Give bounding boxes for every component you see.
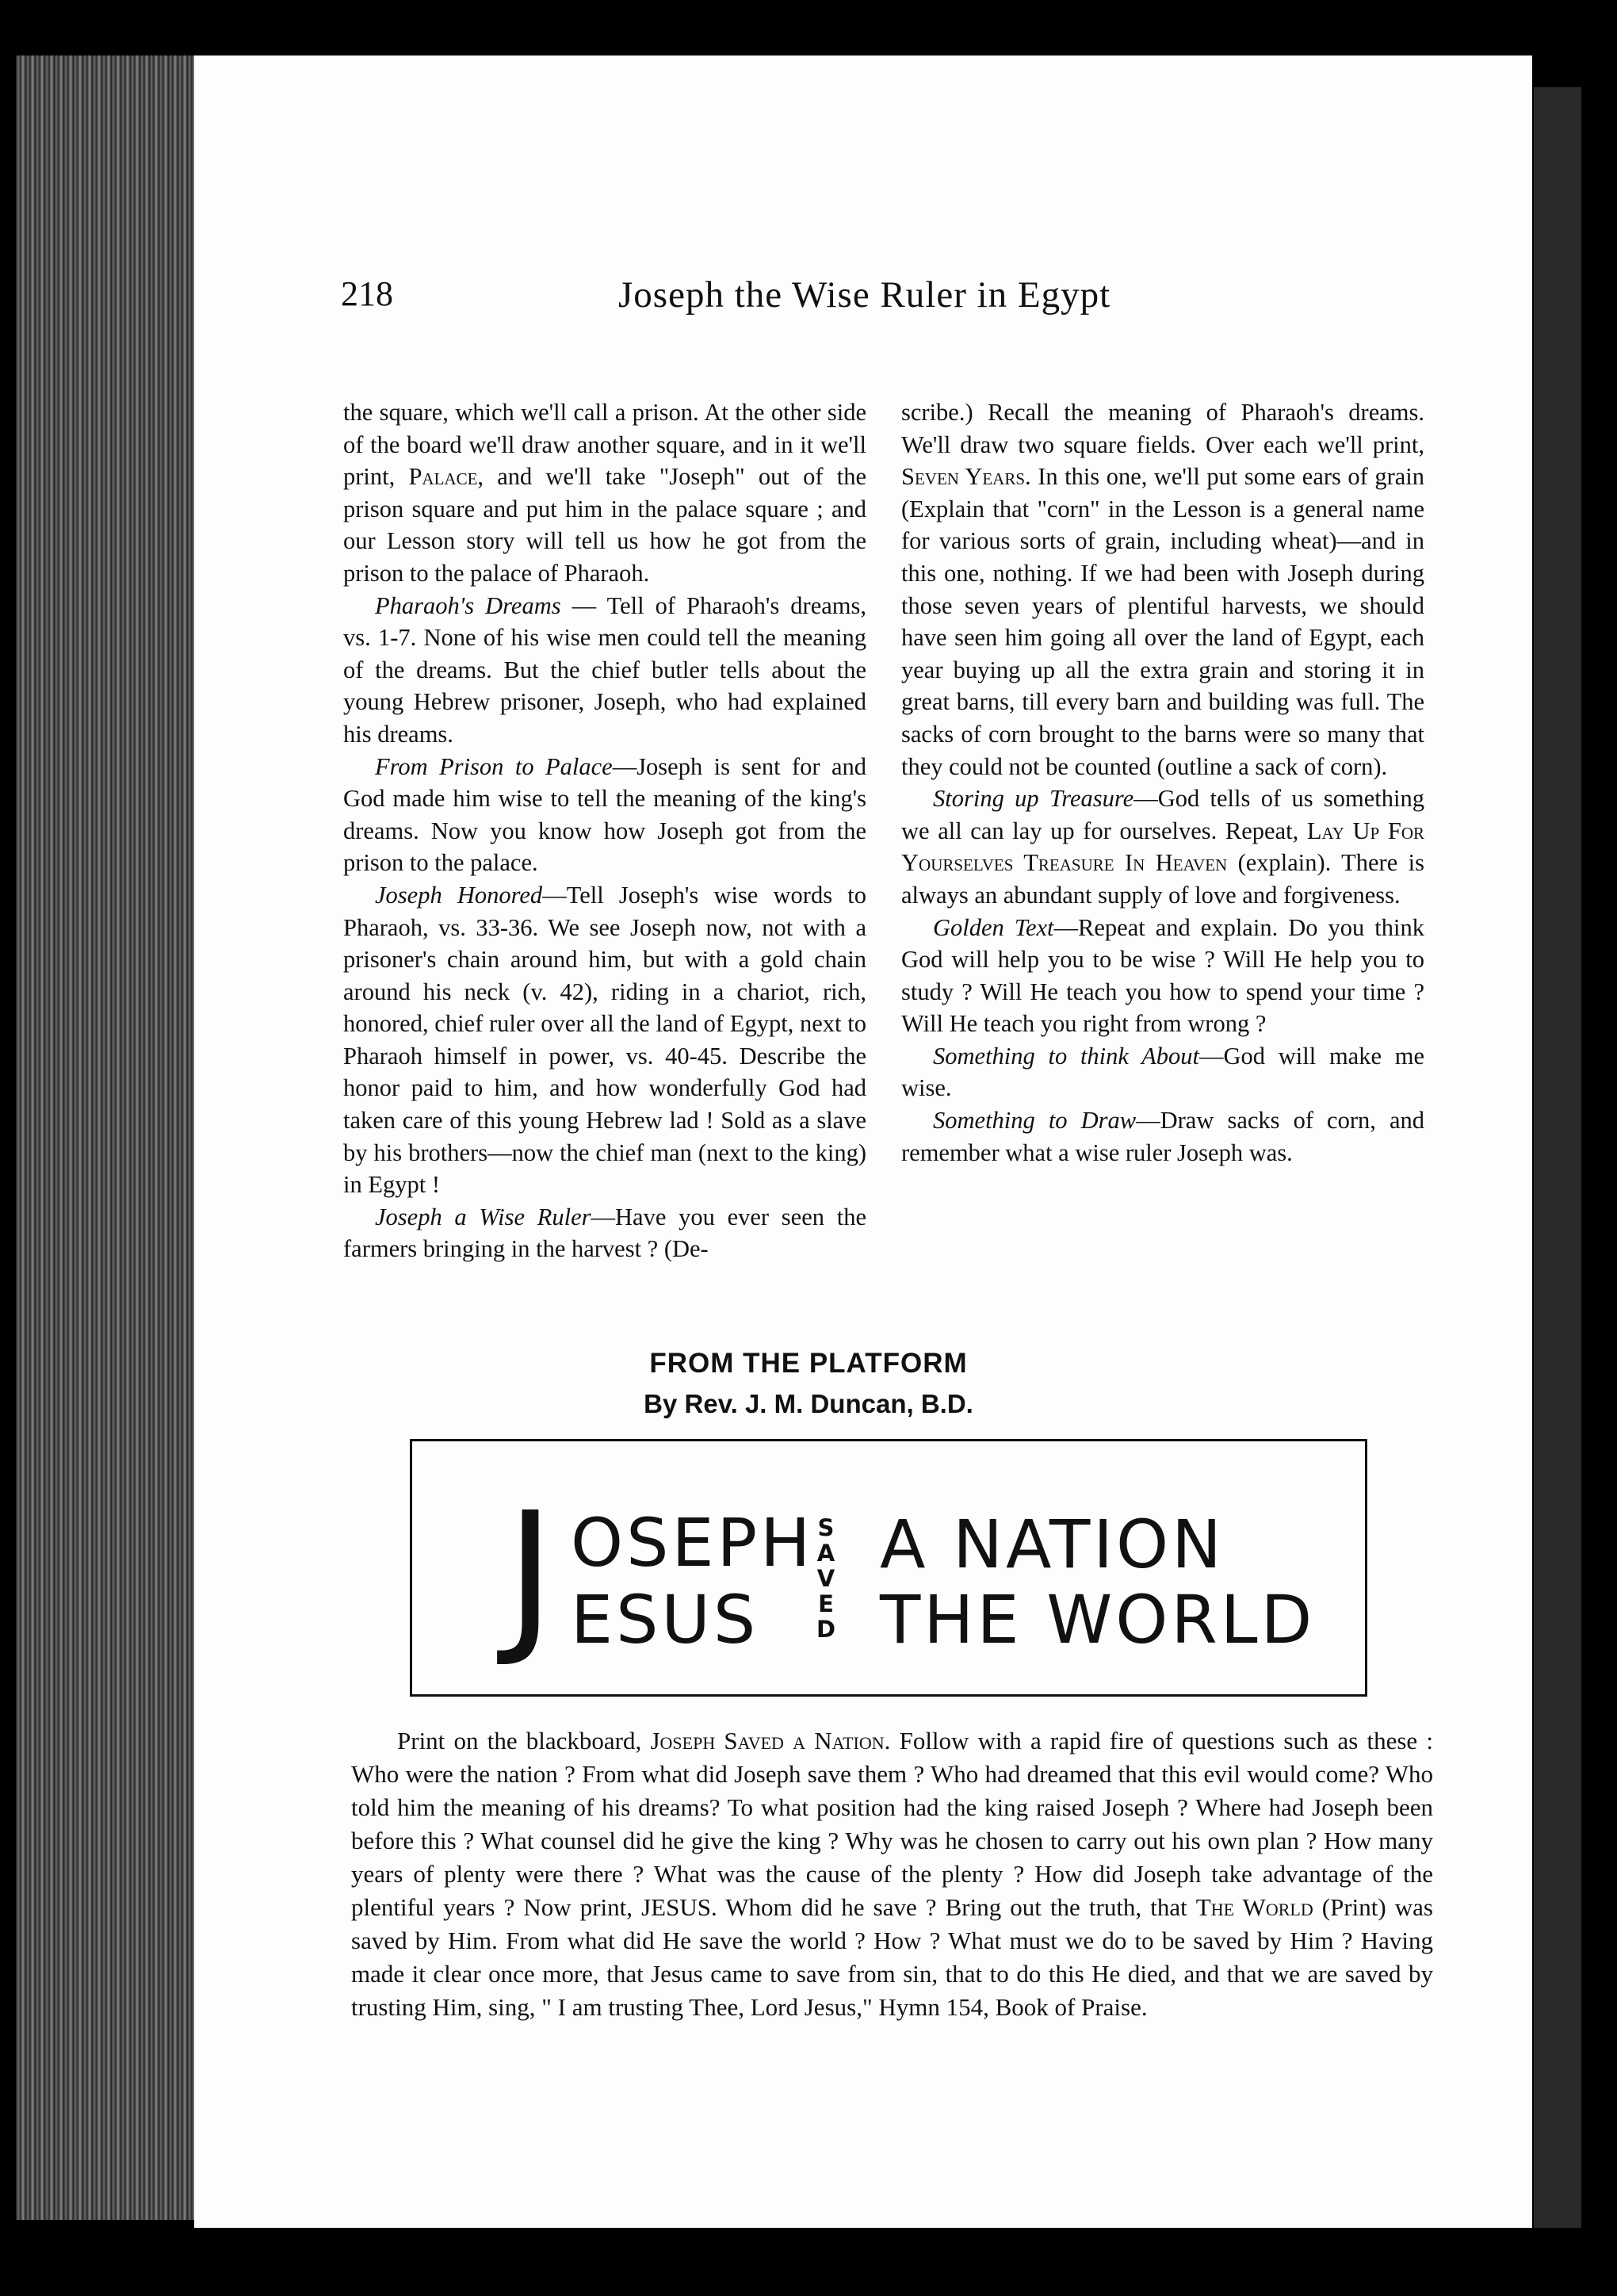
paragraph: Something to think About—God will make me wise. (901, 1042, 1424, 1102)
paragraph: Golden Text—Repeat and explain. Do you think God will help you to be wise ? Will He help you to study ? Will He teach you how to spend your time ? Will He teach you right from wrong ? (901, 913, 1424, 1038)
saved-vertical-word (813, 1515, 839, 1642)
left-column (343, 396, 866, 1265)
saved-letter: E (818, 1590, 834, 1617)
running-title: Joseph the Wise Ruler in Egypt (618, 274, 1111, 316)
page-number: 218 (341, 274, 393, 313)
saved-letter: A (816, 1540, 835, 1567)
paragraph: scribe.) Recall the meaning of Pharaoh's dreams. We'll draw two square fields. Over each we'll print, Seven Years. In this one, we'll put some ears of grain (Explain that "corn" in the Lesson is a general name for various sorts of grain, including wheat)—and in this one, nothing. If we had been with Joseph during those seven years of plentiful harvests, we should have seen him going all over the land of Egypt, each year buying up all the extra grain and storing it in great barns, till every barn and building was full. The sacks of corn brought to the barns were so many that they could not be counted (outline a sack of corn). (901, 399, 1424, 780)
author-byline: By Rev. J. M. Duncan, B.D. (644, 1389, 973, 1418)
paragraph: Joseph a Wise Ruler—Have you ever seen the farmers bringing in the harvest ? (De- (343, 1203, 866, 1263)
platform-paragraph: Print on the blackboard, Joseph Saved a Nation. Follow with a rapid fire of questions such as these : Who were the nation ? From what did Joseph save them ? Who had dreamed that this evil would come? Who told him the meaning of his dreams? To what position had the king raised Joseph ? Where had Joseph been before this ? What counsel did he give the king ? Why was he chosen to carry out his own plan ? How many years of plenty were there ? What was the cause of the plenty ? How did Joseph take advantage of the plentiful years ? Now print, JESUS. Whom did he save ? Bring out the truth, that The World (Print) was saved by Him. From what did He save the world ? How ? What must we do to be saved by Him ? Having made it clear once more, that Jesus came to save from sin, that to do this He died, and that we are saved by trusting Him, sing, " I am trusting Thee, Lord Jesus," Hymn 154, Book of Praise. (351, 1727, 1433, 2021)
platform-heading (194, 1348, 1423, 1419)
paragraph: Storing up Treasure—God tells of us something we all can lay up for ourselves. Repeat, Lay Up For Yourselves Treasure In Heaven (explain). There is always an abundant supply of love and forgiveness. (901, 785, 1424, 909)
jesus-word: ESUS (571, 1581, 759, 1659)
saved-letter: D (816, 1616, 836, 1643)
section-title: FROM THE PLATFORM (649, 1348, 968, 1379)
book-page (194, 55, 1532, 2228)
shared-initial-letter: J (506, 1476, 555, 1670)
book-page-edges (16, 55, 206, 2220)
right-column (901, 396, 1424, 1169)
saved-letter: S (817, 1514, 835, 1541)
running-head (341, 274, 1310, 321)
paragraph: Pharaoh's Dreams — Tell of Pharaoh's dreams, vs. 1-7. None of his wise men could tell the meaning of the dreams. But the chief butler tells about the young Hebrew prisoner, Joseph, who had explained his dreams. (343, 591, 866, 748)
the-world-words: THE WORLD (880, 1581, 1316, 1659)
paragraph: Something to Draw—Draw sacks of corn, and remember what a wise ruler Joseph was. (901, 1107, 1424, 1166)
facing-page-edge (1534, 87, 1581, 2228)
a-nation-words: A NATION (880, 1506, 1225, 1583)
paragraph: From Prison to Palace—Joseph is sent for and God made him wise to tell the meaning of the king's dreams. Now you know how Joseph got from the prison to the palace. (343, 752, 867, 877)
saved-letter: V (816, 1565, 835, 1592)
paragraph: the square, which we'll call a prison. At the other side of the board we'll draw another square, and in it we'll print, Palace, and we'll take "Joseph" out of the prison square and put him in the palace square ; and our Lesson story will tell us how he got from the prison to the palace of Pharaoh. (343, 399, 866, 587)
blackboard-diagram (410, 1439, 1367, 1697)
joseph-word: OSEPH (571, 1504, 814, 1582)
paragraph: Joseph Honored—Tell Joseph's wise words to Pharaoh, vs. 33-36. We see Joseph now, not with a prisoner's chain around him, but with a gold chain around his neck (v. 42), riding in a chariot, rich, honored, chief ruler over all the land of Egypt, next to Pharaoh himself in power, vs. 40-45. Describe the honor paid to him, and how wonderfully God had taken care of this young Hebrew lad ! Sold as a slave by his brothers—now the chief man (next to the king) in Egypt ! (343, 881, 866, 1199)
